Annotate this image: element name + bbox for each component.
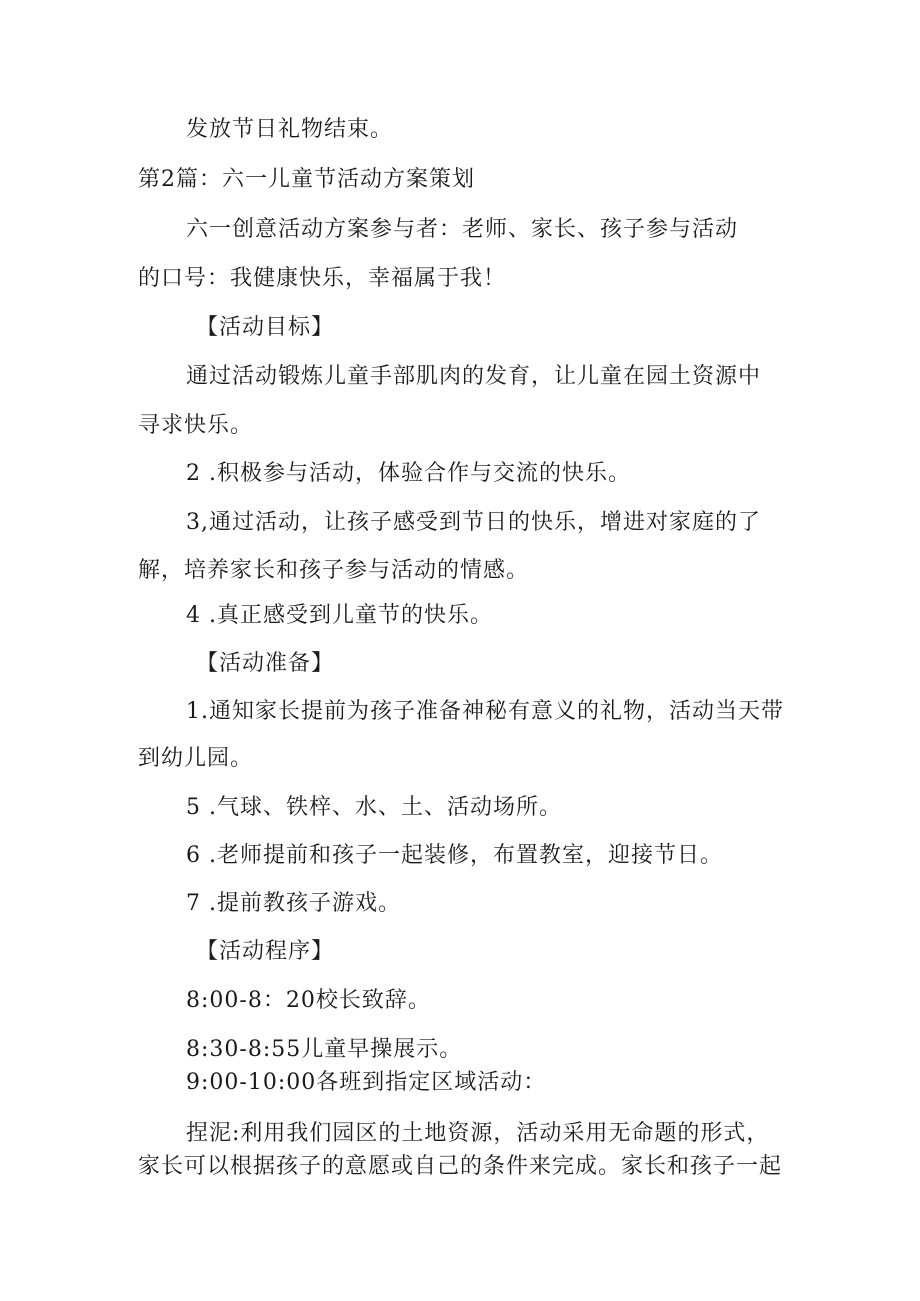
- paragraph-line: 家长可以根据孩子的意愿或自己的条件来完成。家长和孩子一起: [138, 1154, 783, 1179]
- section-title: 第2篇：六一儿童节活动方案策划: [138, 167, 475, 192]
- list-item: 5 .气球、铁梓、水、土、活动场所。: [186, 795, 562, 820]
- paragraph-line: 捏泥:利用我们园区的土地资源，活动采用无命题的形式，: [186, 1121, 770, 1146]
- list-item: 4 .真正感受到儿童节的快乐。: [186, 603, 493, 628]
- schedule-item: 8:00-8：20校长致辞。: [186, 988, 431, 1013]
- schedule-item: 9:00-10:00各班到指定区域活动：: [186, 1070, 547, 1095]
- list-item: 7 .提前教孩子游戏。: [186, 891, 401, 916]
- section-heading: 【活动目标】: [196, 315, 335, 340]
- list-item: 1.通知家长提前为孩子准备神秘有意义的礼物，活动当天带: [186, 699, 784, 724]
- section-heading: 【活动程序】: [196, 939, 335, 964]
- paragraph-line: 通过活动锻炼儿童手部肌肉的发育，让儿童在园土资源中: [186, 364, 762, 389]
- paragraph-line: 寻求快乐。: [138, 413, 254, 438]
- paragraph-line: 到幼儿园。: [138, 746, 254, 771]
- list-item: 2 .积极参与活动，体验合作与交流的快乐。: [186, 461, 631, 486]
- schedule-item: 8:30-8:55儿童早操展示。: [186, 1037, 463, 1062]
- paragraph-line: 解，培养家长和孩子参与活动的情感。: [138, 558, 530, 583]
- list-item: 6 .老师提前和孩子一起装修，布置教室，迎接节日。: [186, 843, 723, 868]
- paragraph-line: 的口号：我健康快乐，幸福属于我！: [138, 266, 507, 291]
- paragraph-line: 六一创意活动方案参与者：老师、家长、孩子参与活动: [186, 217, 739, 242]
- paragraph-line: 发放节日礼物结束。: [186, 117, 394, 142]
- list-item: 3,通过活动，让孩子感受到节日的快乐，增进对家庭的了: [186, 510, 761, 535]
- section-heading: 【活动准备】: [196, 651, 335, 676]
